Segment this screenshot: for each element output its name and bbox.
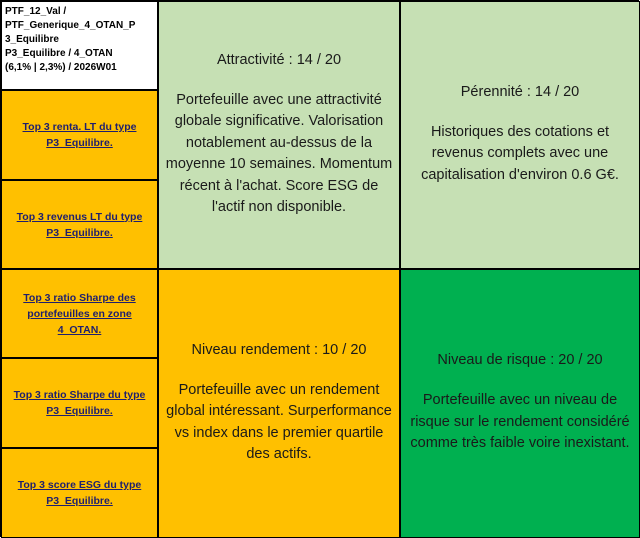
rendement-description: Portefeuille avec un rendement global intéressant. Surperformance vs index dans le premier quartile des actifs. [166, 381, 392, 462]
portfolio-id-line: (6,1% | 2,3%) / 2026W01 [5, 62, 117, 73]
risque-panel [400, 269, 640, 538]
portfolio-id-line: PTF_12_Val / [5, 6, 67, 17]
risque-description: Portefeuille avec un niveau de risque sur le rendement considéré comme très faible voire inexistant. [410, 392, 630, 452]
portfolio-id-line: 3_Equilibre [5, 34, 59, 45]
top3-sharpe-type-link[interactable]: Top 3 ratio Sharpe du type P3_Equilibre. [13, 389, 146, 417]
attractivite-panel [158, 1, 400, 269]
portfolio-id-line: P3_Equilibre / 4_OTAN [5, 48, 113, 59]
rendement-title: Niveau rendement : 10 / 20 [191, 341, 367, 358]
attractivite-title: Attractivité : 14 / 20 [216, 51, 342, 68]
portfolio-id-cell [1, 1, 158, 90]
top3-renta-cell [1, 90, 158, 180]
attractivite-description: Portefeuille avec une attractivité globale significative. Valorisation notablement au-dessus de la moyenne 10 semaines. Momentum récent à l'achat. Score ESG de l'actif non disponible. [165, 91, 393, 215]
top3-esg-link[interactable]: Top 3 score ESG du type P3_Equilibre. [17, 479, 142, 507]
top3-esg-cell [1, 448, 158, 538]
perennite-title: Pérennité : 14 / 20 [460, 83, 580, 100]
portfolio-id-line: PTF_Generique_4_OTAN_P [5, 20, 136, 31]
top3-revenus-cell [1, 180, 158, 269]
top3-sharpe-zone-cell [1, 269, 158, 358]
risque-title: Niveau de risque : 20 / 20 [437, 352, 603, 369]
top3-renta-link[interactable]: Top 3 renta. LT du type P3_Equilibre. [22, 121, 137, 149]
top3-revenus-link[interactable]: Top 3 revenus LT du type P3_Equilibre. [16, 210, 143, 239]
top3-sharpe-zone-link[interactable]: Top 3 ratio Sharpe des portefeuilles en zone 4_OTAN. [23, 291, 136, 336]
perennite-panel [400, 1, 640, 269]
top3-sharpe-type-cell [1, 358, 158, 448]
rendement-panel [158, 269, 400, 538]
perennite-description: Historiques des cotations et revenus complets avec une capitalisation d'environ 0.6 G€. [421, 123, 619, 183]
